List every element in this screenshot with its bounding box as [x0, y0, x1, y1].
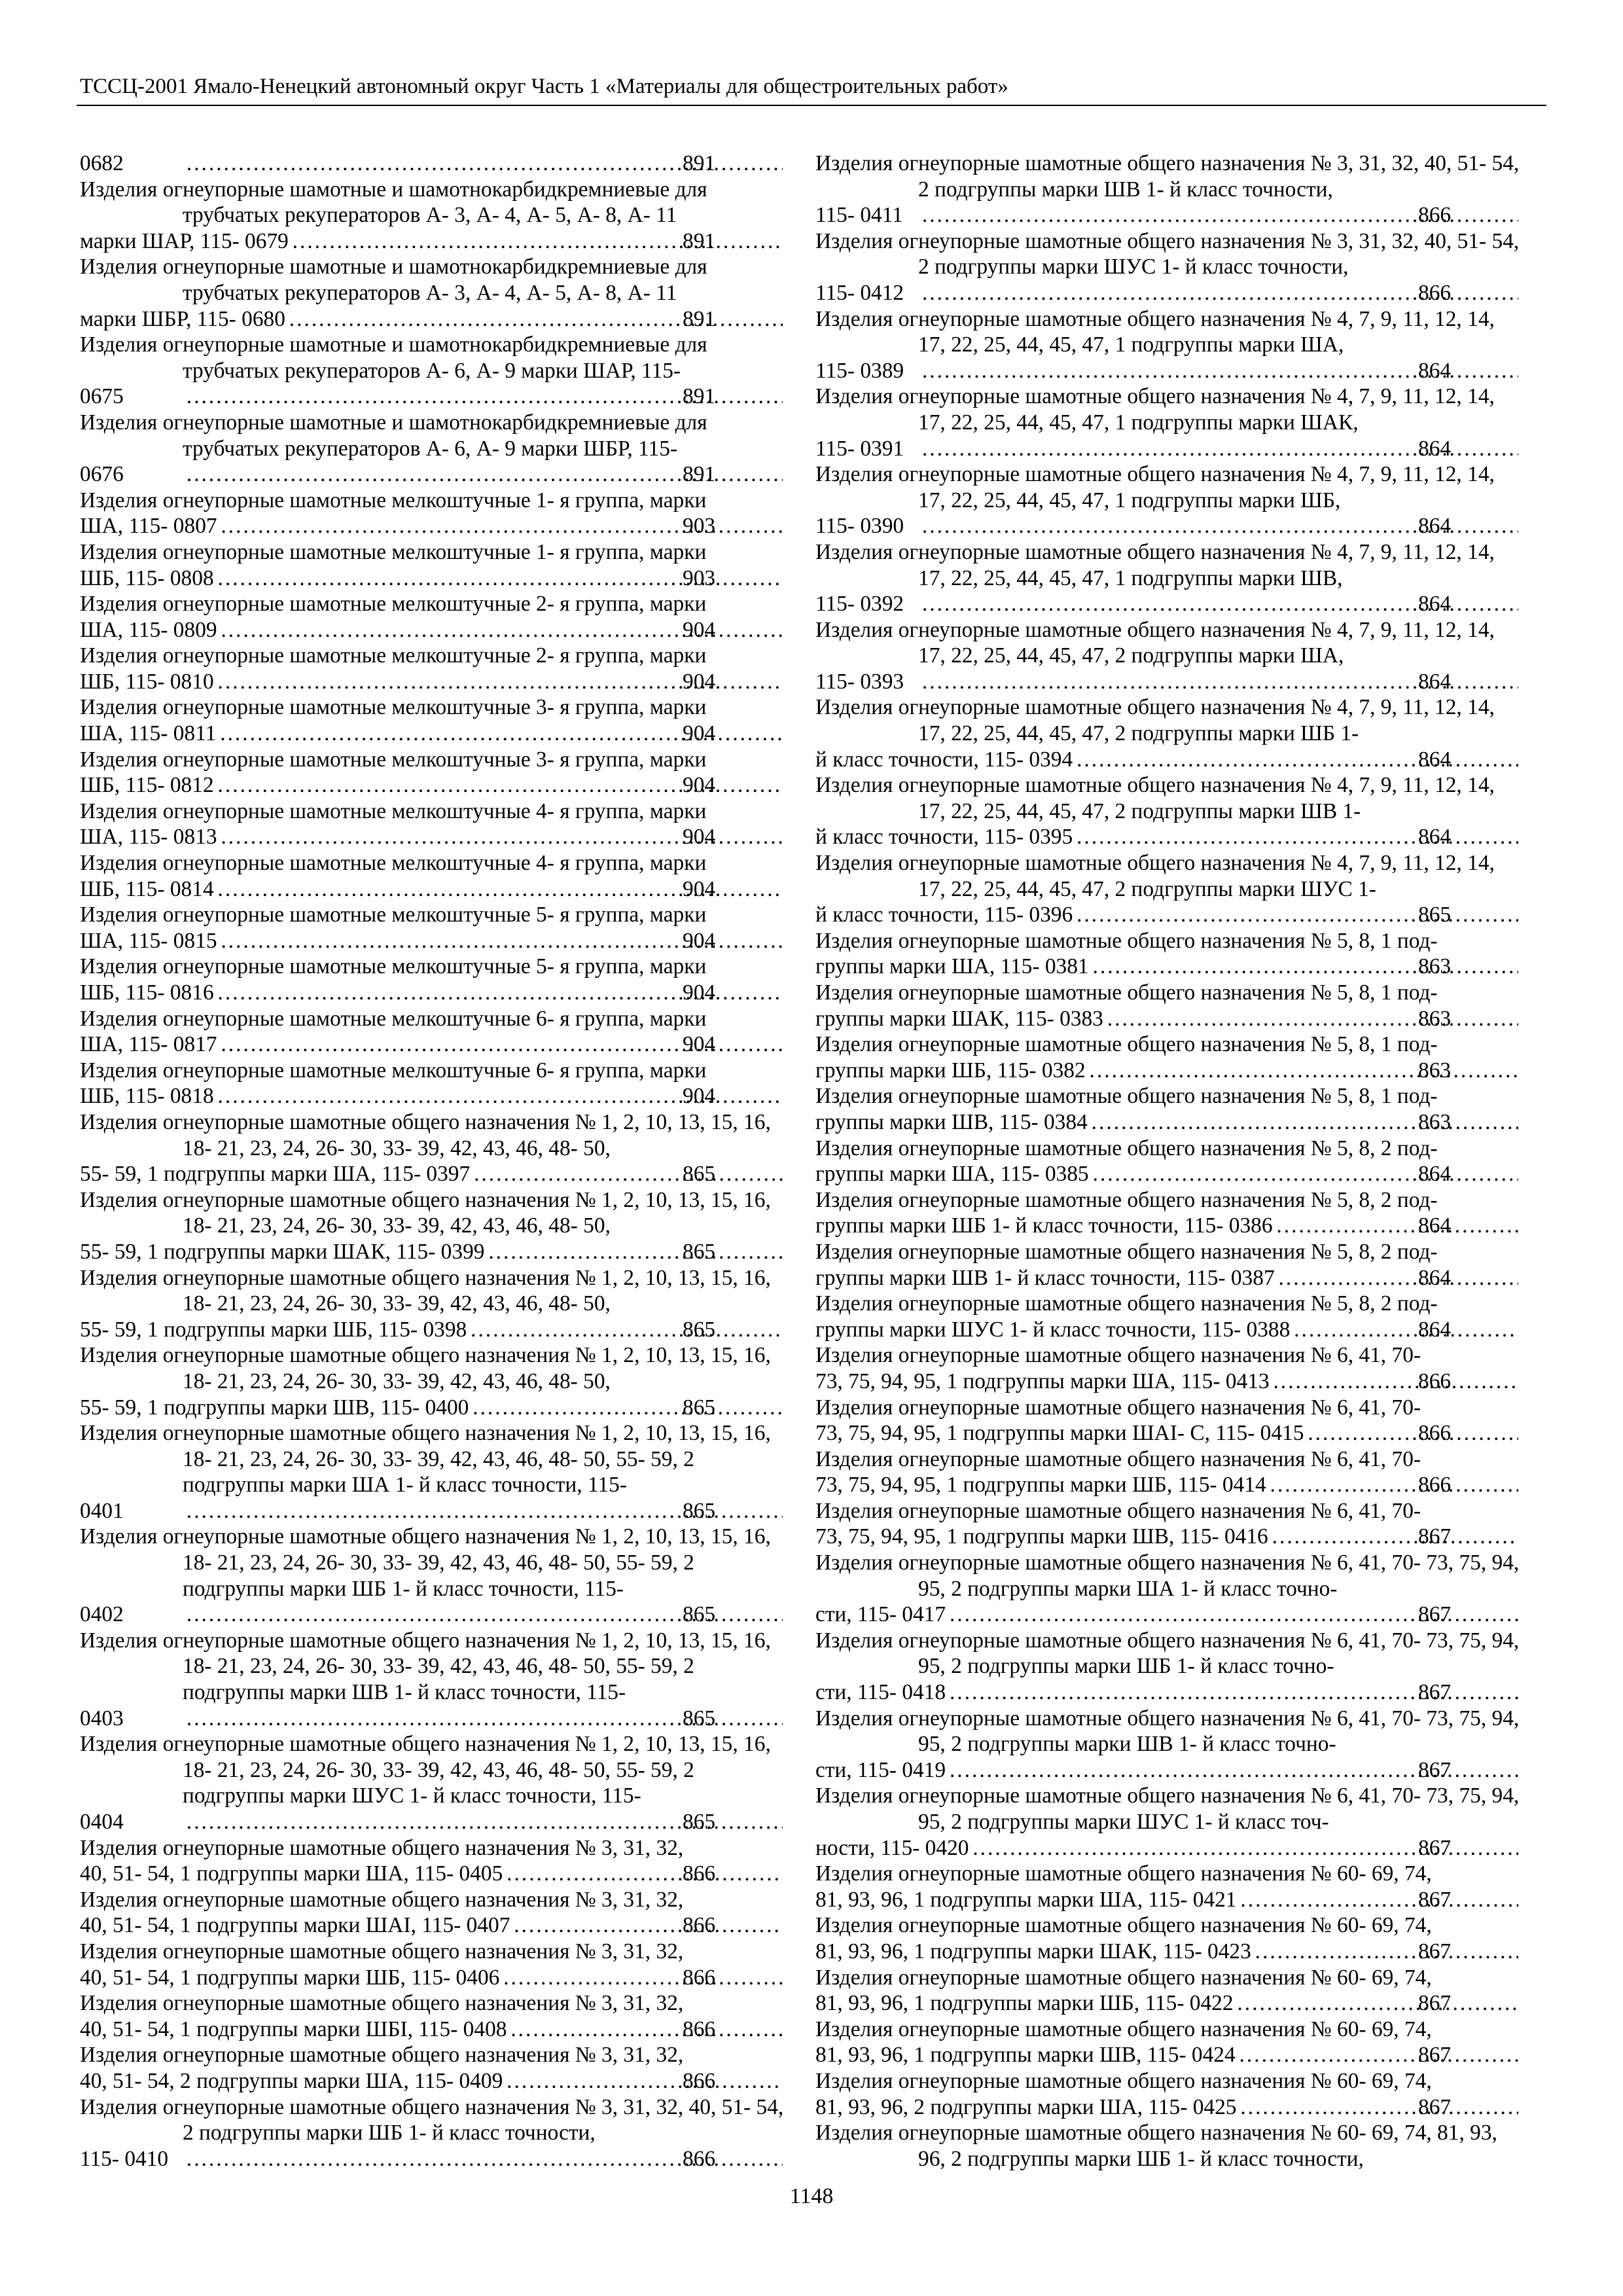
entry-title: Изделия огнеупорные шамотные общего назначения № 5, 8, 2 под- — [815, 1136, 1438, 1160]
index-entry — [80, 1990, 785, 2042]
entry-reference-line: 0403 ..... 865 — [183, 1706, 785, 1732]
entry-title: Изделия огнеупорные шамотные общего назначения № 6, 41, 70- — [815, 1343, 1421, 1368]
entry-reference-line: 40, 51- 54, 1 подгруппы марки ШБI, 115- 0408 ..... 866 — [183, 2017, 785, 2043]
entry-reference-line: ША, 115- 0809 ..... 904 — [183, 617, 785, 643]
dot-leader — [1075, 824, 1518, 850]
entry-title: Изделия огнеупорные шамотные общего назначения № 60- 69, 74, — [815, 1913, 1432, 1938]
index-entry — [80, 1420, 785, 1524]
index-entry — [80, 2094, 785, 2172]
entry-title: Изделия огнеупорные шамотные мелкоштучные 6- я группа, марки — [80, 1006, 707, 1031]
entry-reference-line: 0404 ..... 865 — [183, 1809, 785, 1835]
entry-title: Изделия огнеупорные шамотные общего назначения № 5, 8, 2 под- — [815, 1291, 1438, 1316]
entry-title: Изделия огнеупорные шамотные общего назначения № 4, 7, 9, 11, 12, 14, 17, 22, 25, 44, 45, 47, 2 подгруппы марки ША, — [815, 617, 1495, 668]
index-entry — [815, 1187, 1521, 1239]
header-rule — [77, 105, 1546, 106]
index-entry — [815, 151, 1521, 228]
entry-code: группы марки ШВ 1- й класс точности, 115- 0387 — [815, 1265, 1275, 1290]
entry-reference-line: ША, 115- 0817 ..... 904 — [183, 1031, 785, 1058]
entry-reference-line: 115- 0393 ..... 864 — [918, 669, 1521, 695]
entry-code: ШБ, 115- 0816 — [80, 980, 214, 1005]
dot-leader — [1293, 1317, 1518, 1343]
index-entry — [815, 772, 1521, 850]
entry-code: 81, 93, 96, 1 подгруппы марки ШАК, 115- 0423 — [815, 1939, 1251, 1964]
index-entry — [815, 617, 1521, 695]
index-entry — [815, 1628, 1521, 1706]
index-entry — [815, 1706, 1521, 1784]
entry-reference-line: 55- 59, 1 подгруппы марки ШБ, 115- 0398 ..... 865 — [183, 1317, 785, 1343]
page-number: 1148 — [789, 2184, 834, 2208]
entry-code: группы марки ШБ 1- й класс точности, 115- 0386 — [815, 1213, 1273, 1238]
entry-code: группы марки ШУС 1- й класс точности, 115- 0388 — [815, 1317, 1291, 1342]
index-entry — [815, 850, 1521, 928]
entry-reference-line: группы марки ШАК, 115- 0383 ..... 863 — [918, 1006, 1521, 1032]
index-entry — [80, 954, 785, 1005]
index-entry — [815, 1291, 1521, 1342]
entry-reference-line: 115- 0412 ..... 866 — [918, 280, 1521, 306]
entry-title: Изделия огнеупорные шамотные общего назначения № 6, 41, 70- 73, 75, 94, 95, 2 подгруппы марки ША 1- й класс точно- — [815, 1551, 1520, 1601]
entry-title: Изделия огнеупорные шамотные общего назначения № 60- 69, 74, — [815, 2068, 1432, 2093]
dot-leader — [1090, 1109, 1518, 1136]
entry-code: 55- 59, 1 подгруппы марки ШБ, 115- 0398 — [80, 1317, 467, 1342]
index-entry — [80, 591, 785, 643]
index-entry — [80, 1187, 785, 1265]
index-entry — [80, 539, 785, 591]
dot-leader — [502, 1965, 783, 1991]
entry-title: Изделия огнеупорные шамотные общего назначения № 3, 31, 32, — [80, 1991, 684, 2016]
entry-reference-line: марки ШБР, 115- 0680 ..... 891 — [183, 306, 785, 332]
entry-reference-line: ШБ, 115- 0816 ..... 904 — [183, 980, 785, 1006]
entry-reference-line: 81, 93, 96, 1 подгруппы марки ШБ, 115- 0422 ..... 867 — [918, 1990, 1521, 2017]
index-entry — [815, 980, 1521, 1031]
index-column-left — [80, 151, 785, 2172]
entry-reference-line: группы марки ШБ 1- й класс точности, 115- 0386 ..... 864 — [918, 1213, 1521, 1239]
entry-reference-line: ША, 115- 0811 ..... 904 — [183, 721, 785, 747]
entry-title: Изделия огнеупорные шамотные мелкоштучные 1- я группа, марки — [80, 539, 707, 564]
entry-code: й класс точности, 115- 0395 — [815, 825, 1073, 850]
entry-title: Изделия огнеупорные шамотные общего назначения № 4, 7, 9, 11, 12, 14, 17, 22, 25, 44, 45, 47, 1 подгруппы марки ШБ, — [815, 462, 1495, 512]
entry-code: 73, 75, 94, 95, 1 подгруппы марки ШБ, 115- 0414 — [815, 1473, 1266, 1498]
entry-title: Изделия огнеупорные шамотные общего назначения № 6, 41, 70- 73, 75, 94, 95, 2 подгруппы марки ШУС 1- й класс точ- — [815, 1784, 1520, 1834]
entry-reference-line: группы марки ША, 115- 0385 ..... 864 — [918, 1161, 1521, 1187]
dot-leader — [1254, 1939, 1518, 1965]
entry-title: Изделия огнеупорные шамотные общего назначения № 1, 2, 10, 13, 15, 16, 18- 21, 23, 24, 26- 30, 33- 39, 42, 43, 46, 48- 50, 55- 59, 2 подгруппы марки ШВ 1- й класс точности, 115- — [80, 1628, 771, 1705]
entry-title: Изделия огнеупорные шамотные общего назначения № 60- 69, 74, — [815, 2017, 1432, 2041]
index-entry — [815, 306, 1521, 384]
index-entry — [815, 1550, 1521, 1628]
entry-reference-line: 0402 ..... 865 — [183, 1602, 785, 1628]
entry-code: ШБ, 115- 0808 — [80, 565, 214, 590]
dot-leader — [1240, 1887, 1518, 1913]
entry-reference-line: ШБ, 115- 0812 ..... 904 — [183, 772, 785, 798]
entry-title: Изделия огнеупорные шамотные общего назначения № 5, 8, 2 под- — [815, 1239, 1438, 1264]
index-entry — [815, 1136, 1521, 1187]
entry-title: Изделия огнеупорные шамотные мелкоштучные 4- я группа, марки — [80, 798, 707, 823]
index-entry — [80, 1731, 785, 1835]
entry-reference-line: группы марки ШВ 1- й класс точности, 115- 0387 ..... 864 — [918, 1265, 1521, 1291]
entry-title: Изделия огнеупорные шамотные общего назначения № 4, 7, 9, 11, 12, 14, 17, 22, 25, 44, 45, 47, 1 подгруппы марки ШАК, — [815, 384, 1495, 435]
entry-code: ША, 115- 0815 — [80, 928, 217, 953]
entry-title: Изделия огнеупорные шамотные общего назначения № 1, 2, 10, 13, 15, 16, 18- 21, 23, 24, 26- 30, 33- 39, 42, 43, 46, 48- 50, — [80, 1265, 771, 1316]
index-entry — [80, 643, 785, 694]
index-entry — [815, 539, 1521, 617]
entry-code: 73, 75, 94, 95, 1 подгруппы марки ШВ, 115- 0416 — [815, 1524, 1268, 1549]
entry-reference-line: 73, 75, 94, 95, 1 подгруппы марки ШБ, 115- 0414 ..... 866 — [918, 1472, 1521, 1498]
entry-reference-line: ШБ, 115- 0818 ..... 904 — [183, 1083, 785, 1109]
index-entry — [80, 488, 785, 539]
entry-title: Изделия огнеупорные шамотные общего назначения № 5, 8, 1 под- — [815, 980, 1438, 1005]
index-entry — [80, 1109, 785, 1187]
entry-title: Изделия огнеупорные шамотные общего назначения № 4, 7, 9, 11, 12, 14, 17, 22, 25, 44, 45, 47, 2 подгруппы марки ШБ 1- — [815, 695, 1495, 746]
index-entry — [80, 747, 785, 798]
entry-code: 81, 93, 96, 2 подгруппы марки ША, 115- 0425 — [815, 2094, 1237, 2119]
entry-reference-line: ШБ, 115- 0808 ..... 903 — [183, 565, 785, 592]
dot-leader — [1277, 1265, 1518, 1291]
entry-reference-line: ША, 115- 0815 ..... 904 — [183, 928, 785, 954]
index-entry — [815, 1239, 1521, 1291]
dot-leader — [1088, 1058, 1518, 1084]
entry-code: ШБ, 115- 0818 — [80, 1084, 214, 1109]
index-entry — [815, 1861, 1521, 1912]
dot-leader — [1092, 1161, 1518, 1187]
entry-title: Изделия огнеупорные шамотные общего назначения № 6, 41, 70- 73, 75, 94, 95, 2 подгруппы марки ШБ 1- й класс точно- — [815, 1628, 1520, 1679]
dot-leader — [471, 1395, 783, 1421]
entry-title: Изделия огнеупорные шамотные общего назначения № 3, 31, 32, 40, 51- 54, 2 подгруппы марки ШУС 1- й класс точности, — [815, 228, 1520, 279]
entry-reference-line: 115- 0411 ..... 866 — [918, 202, 1521, 228]
entry-title: Изделия огнеупорные шамотные мелкоштучные 3- я группа, марки — [80, 695, 707, 720]
entry-reference-line: группы марки ШБ, 115- 0382 ..... 863 — [918, 1058, 1521, 1084]
entry-code: ША, 115- 0817 — [80, 1032, 217, 1057]
entry-reference-line: группы марки ША, 115- 0381 ..... 863 — [918, 954, 1521, 980]
entry-code: й класс точности, 115- 0396 — [815, 903, 1073, 927]
index-entry — [815, 928, 1521, 980]
dot-leader — [1306, 1420, 1518, 1446]
entry-reference-line: 73, 75, 94, 95, 1 подгруппы марки ША, 115- 0413 ..... 866 — [918, 1369, 1521, 1395]
dot-leader — [1236, 1990, 1518, 2017]
dot-leader — [505, 1861, 783, 1887]
entry-title: Изделия огнеупорные шамотные общего назначения № 1, 2, 10, 13, 15, 16, 18- 21, 23, 24, 26- 30, 33- 39, 42, 43, 46, 48- 50, 55- 59, 2 подгруппы марки ШУС 1- й класс точности, 115- — [80, 1732, 771, 1808]
dot-leader — [1269, 1472, 1518, 1498]
entry-code: 55- 59, 1 подгруппы марки ШАК, 115- 0399 — [80, 1239, 485, 1264]
entry-code: ША, 115- 0809 — [80, 617, 217, 642]
entry-code: ША, 115- 0813 — [80, 825, 217, 850]
index-entry — [815, 1342, 1521, 1394]
entry-title: Изделия огнеупорные шамотные общего назначения № 60- 69, 74, — [815, 1965, 1432, 1990]
entry-code: 40, 51- 54, 2 подгруппы марки ША, 115- 0409 — [80, 2068, 503, 2093]
index-entry — [815, 694, 1521, 772]
entry-reference-line: ША, 115- 0807 ..... 903 — [183, 513, 785, 539]
entry-title: Изделия огнеупорные шамотные мелкоштучные 2- я группа, марки — [80, 643, 707, 668]
index-entry — [815, 1446, 1521, 1498]
entry-code: сти, 115- 0417 — [815, 1602, 946, 1627]
index-entry — [815, 1083, 1521, 1135]
entry-reference-line: 81, 93, 96, 2 подгруппы марки ША, 115- 0425 ..... 867 — [918, 2094, 1521, 2121]
entry-title: Изделия огнеупорные шамотные мелкоштучные 1- я группа, марки — [80, 488, 707, 512]
dot-leader — [1075, 902, 1518, 928]
dot-leader — [1275, 1213, 1518, 1239]
entry-title: Изделия огнеупорные шамотные и шамотнокарбидкремниевые для трубчатых рекуператоров А- 3, А- 4, А- 5, А- 8, А- 11 — [80, 255, 707, 305]
entry-code: ША, 115- 0811 — [80, 721, 217, 746]
dot-leader — [1272, 1369, 1518, 1395]
index-entry — [80, 798, 785, 850]
dot-leader — [469, 1317, 783, 1343]
entry-title: Изделия огнеупорные шамотные общего назначения № 1, 2, 10, 13, 15, 16, 18- 21, 23, 24, 26- 30, 33- 39, 42, 43, 46, 48- 50, — [80, 1343, 771, 1393]
entry-code: 55- 59, 1 подгруппы марки ШВ, 115- 0400 — [80, 1395, 469, 1420]
entry-code: ШБ, 115- 0810 — [80, 669, 214, 694]
entry-reference-line: ША, 115- 0813 ..... 904 — [183, 824, 785, 850]
entry-reference-line: й класс точности, 115- 0396 ..... 865 — [918, 902, 1521, 928]
dot-leader — [1106, 1006, 1518, 1032]
entry-reference-line: 55- 59, 1 подгруппы марки ШАК, 115- 0399 ..... 865 — [183, 1239, 785, 1265]
dot-leader — [473, 1161, 783, 1187]
index-entry — [80, 1628, 785, 1731]
entry-title: Изделия огнеупорные шамотные общего назначения № 4, 7, 9, 11, 12, 14, 17, 22, 25, 44, 45, 47, 2 подгруппы марки ШВ 1- — [815, 773, 1495, 823]
entry-code: ности, 115- 0420 — [815, 1835, 969, 1860]
entry-reference-line: 0682 ..... 891 — [183, 151, 785, 177]
entry-code: 40, 51- 54, 1 подгруппы марки ШБI, 115- 0408 — [80, 2017, 507, 2041]
index-entry — [80, 850, 785, 902]
index-entry — [80, 332, 785, 410]
index-column-right — [815, 151, 1521, 2172]
entry-reference-line: марки ШАР, 115- 0679 ..... 891 — [183, 228, 785, 255]
entry-reference-line: 55- 59, 1 подгруппы марки ША, 115- 0397 ..... 865 — [183, 1161, 785, 1187]
entry-reference-line: группы марки ШВ, 115- 0384 ..... 863 — [918, 1109, 1521, 1136]
entry-reference-line: 0675 ..... 891 — [183, 384, 785, 410]
index-entry — [80, 1887, 785, 1939]
entry-reference-line: сти, 115- 0418 ..... 867 — [918, 1679, 1521, 1706]
entry-title: Изделия огнеупорные шамотные общего назначения № 6, 41, 70- 73, 75, 94, 95, 2 подгруппы марки ШВ 1- й класс точно- — [815, 1706, 1520, 1757]
index-entry — [815, 228, 1521, 306]
entry-code: 55- 59, 1 подгруппы марки ША, 115- 0397 — [80, 1162, 471, 1187]
entry-code: 81, 93, 96, 1 подгруппы марки ША, 115- 0421 — [815, 1887, 1237, 1912]
entry-title: Изделия огнеупорные шамотные мелкоштучные 2- я группа, марки — [80, 592, 707, 617]
entry-title: Изделия огнеупорные шамотные общего назначения № 4, 7, 9, 11, 12, 14, 17, 22, 25, 44, 45, 47, 1 подгруппы марки ШВ, — [815, 539, 1495, 590]
index-entry — [80, 1524, 785, 1627]
entry-title: Изделия огнеупорные шамотные общего назначения № 1, 2, 10, 13, 15, 16, 18- 21, 23, 24, 26- 30, 33- 39, 42, 43, 46, 48- 50, 55- 59, 2 подгруппы марки ША 1- й класс точности, 115- — [80, 1421, 771, 1498]
entry-title: Изделия огнеупорные шамотные общего назначения № 6, 41, 70- — [815, 1446, 1421, 1471]
entry-title: Изделия огнеупорные шамотные общего назначения № 1, 2, 10, 13, 15, 16, 18- 21, 23, 24, 26- 30, 33- 39, 42, 43, 46, 48- 50, — [80, 1187, 771, 1238]
entry-code: й класс точности, 115- 0394 — [815, 747, 1073, 772]
index-entry — [80, 1265, 785, 1343]
entry-code: группы марки ШБ, 115- 0382 — [815, 1058, 1086, 1083]
index-entry — [80, 694, 785, 746]
index-entry — [815, 1965, 1521, 2017]
entry-code: ШБ, 115- 0812 — [80, 773, 214, 798]
entry-title: Изделия огнеупорные шамотные общего назначения № 3, 31, 32, 40, 51- 54, 2 подгруппы марки ШБ 1- й класс точности, — [80, 2094, 784, 2145]
entry-title: Изделия огнеупорные шамотные общего назначения № 60- 69, 74, 81, 93, 96, 2 подгруппы марки ШБ 1- й класс точности, — [815, 2121, 1497, 2171]
index-entry — [80, 1006, 785, 1058]
index-entry — [815, 461, 1521, 539]
entry-title: Изделия огнеупорные шамотные общего назначения № 5, 8, 1 под- — [815, 928, 1438, 953]
entry-title: Изделия огнеупорные шамотные общего назначения № 60- 69, 74, — [815, 1861, 1432, 1886]
index-entry — [80, 902, 785, 954]
entry-title: Изделия огнеупорные шамотные общего назначения № 6, 41, 70- — [815, 1395, 1421, 1420]
index-entry — [80, 1058, 785, 1109]
entry-code: ША, 115- 0807 — [80, 514, 217, 539]
entry-reference-line: 0676 ..... 891 — [183, 461, 785, 488]
entry-title: Изделия огнеупорные шамотные мелкоштучные 5- я группа, марки — [80, 954, 707, 979]
entry-reference-line: 115- 0391 ..... 864 — [918, 436, 1521, 462]
index-entry — [80, 1939, 785, 1990]
entry-title: Изделия огнеупорные шамотные общего назначения № 1, 2, 10, 13, 15, 16, 18- 21, 23, 24, 26- 30, 33- 39, 42, 43, 46, 48- 50, 55- 59, 2 подгруппы марки ШБ 1- й класс точности, 115- — [80, 1524, 771, 1601]
entry-title: Изделия огнеупорные шамотные общего назначения № 5, 8, 1 под- — [815, 1084, 1438, 1109]
entry-title: Изделия огнеупорные шамотные общего назначения № 5, 8, 2 под- — [815, 1187, 1438, 1212]
index-entry — [815, 1031, 1521, 1083]
dot-leader — [509, 2017, 783, 2043]
entry-title: Изделия огнеупорные шамотные мелкоштучные 6- я группа, марки — [80, 1058, 707, 1083]
index-entry — [815, 384, 1521, 461]
entry-code: группы марки ШАК, 115- 0383 — [815, 1006, 1103, 1031]
entry-reference-line: 73, 75, 94, 95, 1 подгруппы марки ШАI- С, 115- 0415 ..... 866 — [918, 1420, 1521, 1446]
entry-title: Изделия огнеупорные шамотные общего назначения № 4, 7, 9, 11, 12, 14, 17, 22, 25, 44, 45, 47, 2 подгруппы марки ШУС 1- — [815, 851, 1495, 901]
entry-title: Изделия огнеупорные шамотные общего назначения № 4, 7, 9, 11, 12, 14, 17, 22, 25, 44, 45, 47, 1 подгруппы марки ША, — [815, 306, 1495, 357]
entry-title: Изделия огнеупорные шамотные общего назначения № 3, 31, 32, 40, 51- 54, 2 подгруппы марки ШВ 1- й класс точности, — [815, 151, 1520, 202]
entry-code: 40, 51- 54, 1 подгруппы марки ША, 115- 0405 — [80, 1861, 503, 1886]
entry-title: Изделия огнеупорные шамотные и шамотнокарбидкремниевые для трубчатых рекуператоров А- 6, А- 9 марки ШАР, 115- — [80, 332, 707, 383]
entry-title: Изделия огнеупорные шамотные общего назначения № 3, 31, 32, — [80, 2043, 684, 2068]
entry-code: сти, 115- 0418 — [815, 1680, 946, 1705]
entry-reference-line: 0401 ..... 865 — [183, 1498, 785, 1524]
index-entry — [80, 1342, 785, 1420]
index-entry — [815, 1912, 1521, 1964]
entry-reference-line: ШБ, 115- 0814 ..... 904 — [183, 876, 785, 903]
dot-leader — [512, 1912, 783, 1939]
index-entry — [815, 1395, 1521, 1446]
dot-leader — [1238, 2042, 1518, 2068]
entry-code: 81, 93, 96, 1 подгруппы марки ШБ, 115- 0422 — [815, 1991, 1234, 2016]
index-entry — [815, 2017, 1521, 2068]
entry-title: Изделия огнеупорные шамотные общего назначения № 6, 41, 70- — [815, 1498, 1421, 1523]
entry-reference-line: 115- 0389 ..... 864 — [918, 358, 1521, 384]
index-entry — [80, 2042, 785, 2094]
entry-reference-line: сти, 115- 0419 ..... 867 — [918, 1757, 1521, 1784]
entry-title: Изделия огнеупорные шамотные мелкоштучные 4- я группа, марки — [80, 851, 707, 876]
index-entry — [80, 151, 785, 177]
entry-code: марки ШАР, 115- 0679 — [80, 228, 289, 253]
entry-title: Изделия огнеупорные шамотные общего назначения № 3, 31, 32, — [80, 1887, 684, 1912]
index-entry — [815, 2068, 1521, 2120]
entry-reference-line: ности, 115- 0420 ..... 867 — [918, 1835, 1521, 1861]
dot-leader — [1075, 747, 1518, 773]
index-entry — [80, 254, 785, 332]
entry-title: Изделия огнеупорные шамотные мелкоштучные 3- я группа, марки — [80, 747, 707, 772]
entry-code: 73, 75, 94, 95, 1 подгруппы марки ША, 115- 0413 — [815, 1369, 1270, 1393]
dot-leader — [1240, 2094, 1518, 2121]
entry-reference-line: й класс точности, 115- 0395 ..... 864 — [918, 824, 1521, 850]
entry-reference-line: 40, 51- 54, 2 подгруппы марки ША, 115- 0409 ..... 866 — [183, 2068, 785, 2094]
entry-reference-line: 81, 93, 96, 1 подгруппы марки ШВ, 115- 0424 ..... 867 — [918, 2042, 1521, 2068]
entry-title: Изделия огнеупорные шамотные и шамотнокарбидкремниевые для трубчатых рекуператоров А- 3, А- 4, А- 5, А- 8, А- 11 — [80, 177, 707, 228]
entry-code: группы марки ША, 115- 0385 — [815, 1162, 1089, 1187]
entry-title: Изделия огнеупорные шамотные общего назначения № 1, 2, 10, 13, 15, 16, 18- 21, 23, 24, 26- 30, 33- 39, 42, 43, 46, 48- 50, — [80, 1109, 771, 1160]
entry-reference-line: 115- 0392 ..... 864 — [918, 591, 1521, 617]
entry-reference-line: 81, 93, 96, 1 подгруппы марки ША, 115- 0421 ..... 867 — [918, 1887, 1521, 1913]
entry-reference-line: 40, 51- 54, 1 подгруппы марки ШБ, 115- 0406 ..... 866 — [183, 1965, 785, 1991]
entry-reference-line: й класс точности, 115- 0394 ..... 864 — [918, 747, 1521, 773]
entry-title: Изделия огнеупорные шамотные мелкоштучные 5- я группа, марки — [80, 903, 707, 927]
index-entry — [815, 2120, 1521, 2172]
entry-code: 40, 51- 54, 1 подгруппы марки ШАI, 115- 0407 — [80, 1913, 510, 1938]
running-header: ТССЦ-2001 Ямало-Ненецкий автономный округ Часть 1 «Материалы для общестроительных работ» — [80, 75, 1008, 98]
entry-reference-line: 73, 75, 94, 95, 1 подгруппы марки ШВ, 115- 0416 ..... 867 — [918, 1524, 1521, 1550]
entry-code: 81, 93, 96, 1 подгруппы марки ШВ, 115- 0424 — [815, 2043, 1236, 2068]
entry-reference-line: 81, 93, 96, 1 подгруппы марки ШАК, 115- 0423 ..... 867 — [918, 1939, 1521, 1965]
entry-reference-line: ШБ, 115- 0810 ..... 904 — [183, 669, 785, 695]
entry-code: группы марки ША, 115- 0381 — [815, 954, 1089, 979]
entry-code: 40, 51- 54, 1 подгруппы марки ШБ, 115- 0406 — [80, 1965, 500, 1990]
dot-leader — [1271, 1524, 1518, 1550]
index-entry — [815, 1498, 1521, 1550]
entry-code: группы марки ШВ, 115- 0384 — [815, 1109, 1088, 1134]
index-entry — [815, 1783, 1521, 1861]
index-entry — [80, 410, 785, 488]
entry-reference-line: 55- 59, 1 подгруппы марки ШВ, 115- 0400 ..... 865 — [183, 1395, 785, 1421]
entry-reference-line: сти, 115- 0417 ..... 867 — [918, 1602, 1521, 1628]
entry-title: Изделия огнеупорные шамотные и шамотнокарбидкремниевые для трубчатых рекуператоров А- 6, А- 9 марки ШБР, 115- — [80, 410, 707, 461]
index-entry — [80, 177, 785, 255]
entry-code: ШБ, 115- 0814 — [80, 876, 214, 901]
dot-leader — [1092, 954, 1518, 980]
entry-reference-line: 115- 0410 ..... 866 — [183, 2146, 785, 2172]
entry-title: Изделия огнеупорные шамотные общего назначения № 3, 31, 32, — [80, 1835, 684, 1860]
entry-code: сти, 115- 0419 — [815, 1757, 946, 1782]
entry-code: 73, 75, 94, 95, 1 подгруппы марки ШАI- С, 115- 0415 — [815, 1421, 1304, 1446]
entry-reference-line: 40, 51- 54, 1 подгруппы марки ША, 115- 0405 ..... 866 — [183, 1861, 785, 1887]
entry-title: Изделия огнеупорные шамотные общего назначения № 3, 31, 32, — [80, 1939, 684, 1964]
dot-leader — [487, 1239, 783, 1265]
entry-reference-line: 115- 0390 ..... 864 — [918, 513, 1521, 539]
entry-title: Изделия огнеупорные шамотные общего назначения № 5, 8, 1 под- — [815, 1032, 1438, 1057]
index-entry — [80, 1835, 785, 1887]
entry-reference-line: 40, 51- 54, 1 подгруппы марки ШАI, 115- 0407 ..... 866 — [183, 1912, 785, 1939]
entry-code: марки ШБР, 115- 0680 — [80, 306, 285, 331]
dot-leader — [505, 2068, 783, 2094]
entry-reference-line: группы марки ШУС 1- й класс точности, 115- 0388 ..... 864 — [918, 1317, 1521, 1343]
